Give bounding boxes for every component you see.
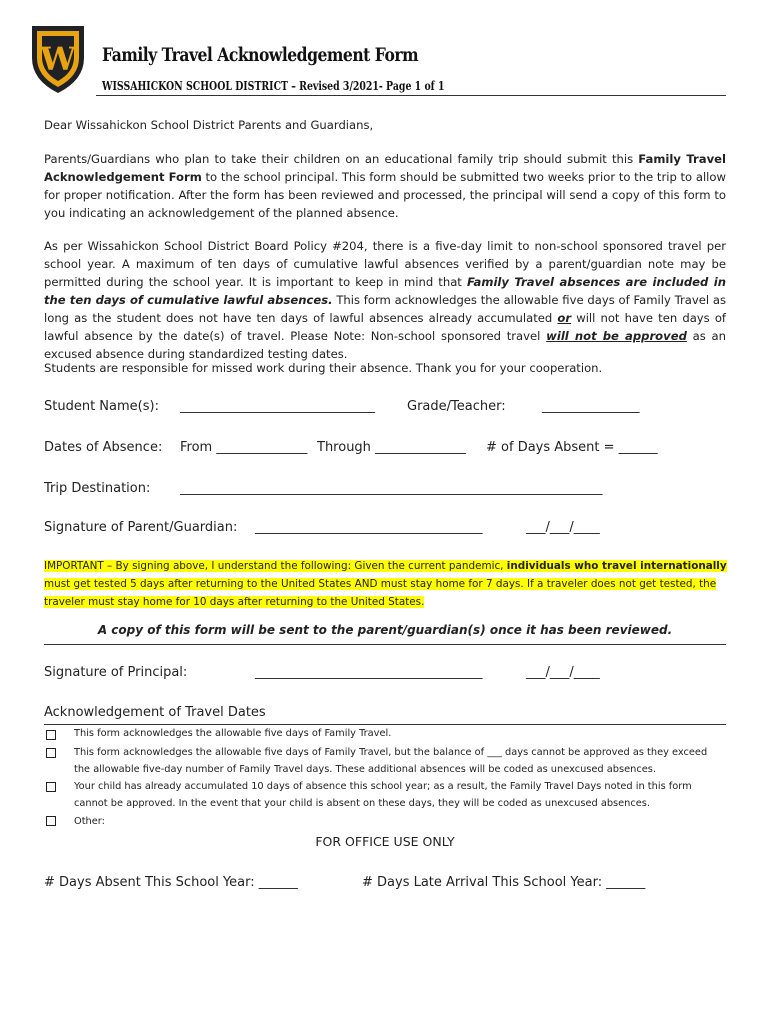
ack-option-2-checkbox[interactable] bbox=[46, 748, 56, 758]
form-title: Family Travel Acknowledgement Form bbox=[102, 44, 419, 66]
logo-letter: W bbox=[40, 40, 76, 78]
principal-signature-label: Signature of Principal: bbox=[44, 665, 188, 680]
days-absent-school-year-field[interactable]: # Days Absent This School Year: ______ bbox=[44, 875, 298, 890]
district-revision-line: WISSAHICKON SCHOOL DISTRICT – Revised 3/2021- Page 1 of 1 bbox=[102, 79, 445, 93]
parent-signature-field[interactable]: ___________________________________ bbox=[255, 520, 483, 535]
form-name-bold: Family Travel Acknowledgement Form bbox=[44, 152, 726, 184]
ack-option-3-checkbox[interactable] bbox=[46, 782, 56, 792]
student-name-field[interactable]: ______________________________ bbox=[180, 399, 375, 414]
dates-of-absence-label: Dates of Absence: bbox=[44, 440, 163, 455]
principal-signature-field[interactable]: ___________________________________ bbox=[255, 665, 483, 680]
parent-signature-date-field[interactable]: ___/___/____ bbox=[526, 520, 600, 535]
from-date-field[interactable]: From ______________ bbox=[180, 440, 308, 455]
responsibility-paragraph: Students are responsible for missed work during their absence. Thank you for your cooperation. bbox=[44, 361, 603, 375]
ack-option-1-text: This form acknowledges the allowable five days of Family Travel. bbox=[74, 728, 392, 739]
salutation: Dear Wissahickon School District Parents and Guardians, bbox=[44, 118, 374, 132]
school-shield-logo bbox=[28, 20, 88, 96]
important-covid-notice: IMPORTANT – By signing above, I understand the following: Given the current pandemic, individuals who travel internationally must get tested 5 days after returning to the United States AND must stay home for 7 days. If a traveler does not get tested, the traveler must stay home for 10 days after returning to the United States. bbox=[44, 560, 727, 608]
student-name-label: Student Name(s): bbox=[44, 399, 159, 414]
parent-signature-label: Signature of Parent/Guardian: bbox=[44, 520, 238, 535]
intro-paragraph: Parents/Guardians who plan to take their children on an educational family trip should submit this Family Travel Acknowledgement Form to the school principal. This form should be submitted two weeks prior to the trip to allow for proper notification. After the form has been reviewed and processed, the principal will send a copy of this form to you indicating an acknowledgement of the planned absence. bbox=[44, 152, 726, 220]
or-emphasis: or bbox=[557, 311, 572, 325]
trip-destination-field[interactable]: _________________________________________________________________ bbox=[180, 481, 603, 496]
office-use-heading: FOR OFFICE USE ONLY bbox=[315, 834, 455, 849]
through-date-field[interactable]: Through ______________ bbox=[317, 440, 467, 455]
copy-sent-note: A copy of this form will be sent to the parent/guardian(s) once it has been reviewed. bbox=[97, 623, 673, 637]
principal-signature-date-field[interactable]: ___/___/____ bbox=[526, 665, 600, 680]
grade-teacher-label: Grade/Teacher: bbox=[407, 399, 506, 414]
trip-destination-label: Trip Destination: bbox=[44, 481, 151, 496]
copy-note-divider bbox=[44, 644, 726, 645]
ack-option-other-text: Other: bbox=[74, 816, 105, 827]
ack-option-other-checkbox[interactable] bbox=[46, 816, 56, 826]
days-absent-field[interactable]: # of Days Absent = ______ bbox=[486, 440, 658, 455]
international-travel-emphasis: individuals who travel internationally bbox=[506, 560, 727, 572]
days-late-arrival-field[interactable]: # Days Late Arrival This School Year: ______ bbox=[362, 875, 646, 890]
header-divider bbox=[96, 95, 726, 96]
acknowledgement-heading: Acknowledgement of Travel Dates bbox=[44, 705, 266, 720]
ack-option-1-checkbox[interactable] bbox=[46, 730, 56, 740]
lawful-absences-emphasis: Family Travel absences are included in the ten days of cumulative lawful absences. bbox=[44, 275, 726, 307]
policy-paragraph: As per Wissahickon School District Board Policy #204, there is a five-day limit to non-school sponsored travel per school year. A maximum of ten days of cumulative lawful absences verified by a parent/guardian note may be permitted during the school year. It is important to keep in mind that Family Travel absences are included in the ten days of cumulative lawful absences. This form acknowledges the allowable five days of Family Travel as long as the student does not have ten days of lawful absences already accumulated or will not have ten days of lawful absence by the date(s) of travel. Please Note: Non-school sponsored travel will not be approved as an excused absence during standardized testing dates. bbox=[44, 239, 726, 361]
ack-option-2-text: This form acknowledges the allowable five days of Family Travel, but the balance of ___ days cannot be approved as they exceed the allowable five-day number of Family Travel days. These additional absences will be coded as unexcused absences. bbox=[74, 747, 708, 775]
ack-option-3-text: Your child has already accumulated 10 days of absence this school year; as a result, the Family Travel Days noted in this form cannot be approved. In the event that your child is absent on these days, they will be coded as unexcused absences. bbox=[74, 781, 692, 809]
grade-teacher-field[interactable]: _______________ bbox=[542, 399, 640, 414]
not-approved-emphasis: will not be approved bbox=[546, 329, 687, 343]
